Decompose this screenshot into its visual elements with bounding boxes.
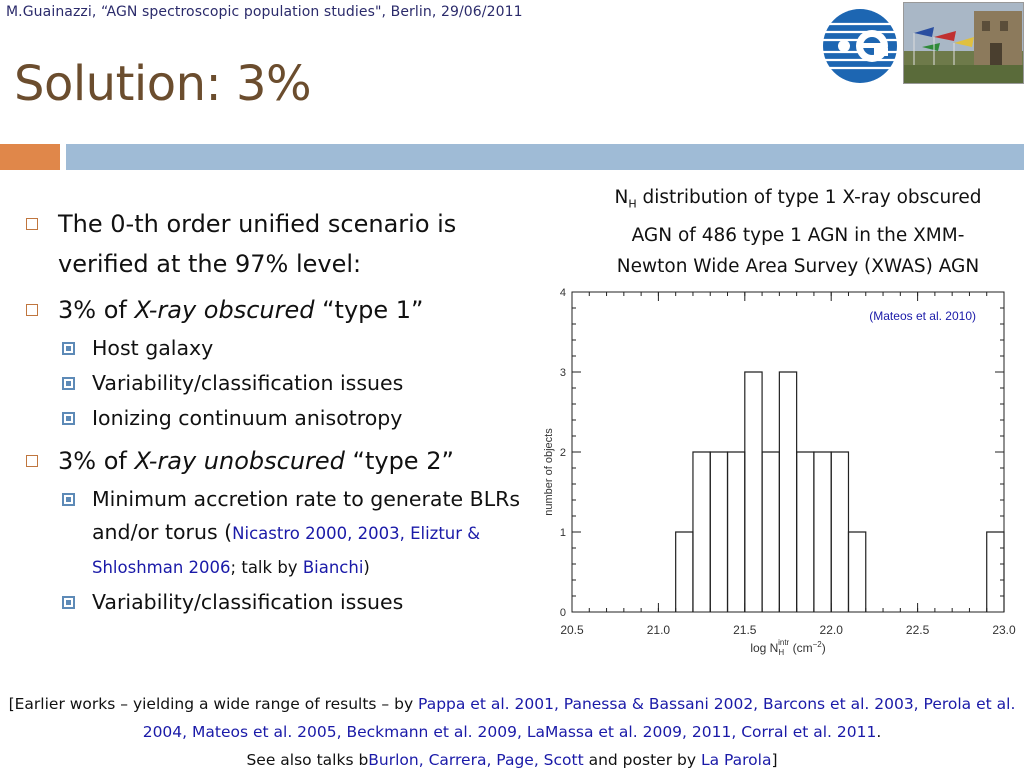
bullet-text: “type 2” (344, 447, 454, 475)
accent-bar-orange (0, 144, 60, 170)
caption-sub: H (628, 197, 637, 211)
footer-text: [Earlier works – yielding a wide range of results – by (8, 695, 419, 713)
sub-bullet-item (22, 483, 522, 584)
x-tick-label: 23.0 (992, 623, 1016, 637)
footer-line-2 (0, 746, 1024, 768)
bullet-text: “type 1” (314, 296, 424, 324)
accent-bar-blue (66, 144, 1024, 170)
header-line: M.Guainazzi, “AGN spectroscopic population studies", Berlin, 29/06/2011 (6, 4, 523, 20)
filled-square-bullet-icon (62, 377, 75, 390)
histogram-bin (831, 452, 848, 612)
histogram-bin (797, 452, 814, 612)
sub-bullet-text: Variability/classification issues (92, 590, 404, 614)
histogram-bin (728, 452, 745, 612)
bullet-text: 3% of (58, 296, 135, 324)
sub-bullet-text: Ionizing continuum anisotropy (92, 406, 403, 430)
histogram-bin (814, 452, 831, 612)
bullet-item (22, 204, 522, 284)
bullet-emphasis: X-ray obscured (134, 296, 315, 324)
figure-caption (578, 182, 1018, 282)
filled-square-bullet-icon (62, 493, 75, 506)
chart-x-axis-label: $\log N_Hintr$ $(cm^{-2})$ (750, 638, 826, 657)
nh-histogram-chart (528, 280, 1024, 660)
y-tick-label: 0 (559, 607, 566, 619)
filled-square-bullet-icon (62, 342, 75, 355)
sub-bullet-text: Variability/classification issues (92, 371, 404, 395)
citation-link[interactable]: Bianchi (302, 558, 364, 577)
x-tick-label: 22.5 (905, 623, 930, 637)
filled-square-bullet-icon (62, 596, 75, 609)
sub-bullet-item (22, 367, 522, 400)
caption-line3: Newton Wide Area Survey (XWAS) AGN (616, 255, 980, 277)
sub-bullet-item (22, 332, 522, 365)
slide-title: Solution: 3% (14, 56, 312, 112)
footer-references (0, 690, 1024, 768)
histogram-bin (779, 372, 796, 612)
histogram-bin (710, 452, 727, 612)
histogram-bin (762, 452, 779, 612)
hollow-square-bullet-icon (26, 455, 38, 467)
caption-n: N (614, 187, 629, 208)
chart-annotation: (Mateos et al. 2010) (869, 309, 976, 323)
filled-square-bullet-icon (62, 412, 75, 425)
esa-logo (820, 6, 900, 86)
histogram-bin (693, 452, 710, 612)
hollow-square-bullet-icon (26, 304, 38, 316)
sub-bullet-text: ; talk by (230, 558, 303, 577)
y-tick-label: 4 (559, 287, 566, 299)
citation-link[interactable]: Burlon, Carrera, Page, Scott (368, 751, 584, 768)
citation-link[interactable]: La Parola (700, 751, 772, 768)
chart-y-axis-label: number of objects (543, 428, 555, 516)
citation-link[interactable]: Pappa et al. 2001, Panessa & Bassani 2002, Barcons et al. 2003, Perola et al. 2004, Mateos et al. 2005, Beckmann et al. 2009, LaMassa et al. 2009, 2011, Corral et al. 2011 (142, 695, 1016, 741)
chart-plot-frame (572, 292, 1004, 612)
sub-bullet-text: Host galaxy (92, 336, 214, 360)
sub-bullet-text: ) (363, 558, 370, 577)
flags-photo (903, 2, 1024, 84)
y-tick-label: 1 (559, 527, 566, 539)
x-tick-label: 21.5 (733, 623, 757, 637)
bullet-emphasis: X-ray unobscured (134, 447, 345, 475)
x-tick-label: 20.5 (560, 623, 584, 637)
sub-bullet-item (22, 402, 522, 435)
hollow-square-bullet-icon (26, 218, 38, 230)
caption-line2: AGN of 486 type 1 AGN in the XMM- (631, 224, 965, 246)
footer-line-1 (0, 690, 1024, 746)
histogram-bin (676, 532, 693, 612)
footer-text: See also talks b (246, 751, 369, 768)
footer-text: ] (771, 751, 778, 768)
sub-bullet-text: Minimum accretion rate to generate BLRs and/or torus ( (92, 487, 521, 544)
bullet-list (22, 204, 522, 619)
bullet-item (22, 290, 522, 330)
histogram-bin (987, 532, 1004, 612)
caption-line1: distribution of type 1 X-ray obscured (636, 187, 982, 208)
sub-bullet-item (22, 586, 522, 619)
bullet-text: The 0-th order unified scenario is verified at the 97% level: (58, 210, 457, 278)
footer-text: and poster by (583, 751, 701, 768)
bullet-text: 3% of (58, 447, 135, 475)
histogram-bin (848, 532, 865, 612)
footer-text: . (876, 723, 882, 741)
y-tick-label: 2 (559, 447, 566, 459)
citation-link[interactable]: Nicastro 2000, 2003, Eliztur & Shloshman 2006 (92, 524, 481, 577)
x-tick-label: 22.0 (819, 623, 843, 637)
x-tick-label: 21.0 (646, 623, 671, 637)
bullet-item (22, 441, 522, 481)
histogram-bin (745, 372, 762, 612)
y-tick-label: 3 (559, 367, 566, 379)
